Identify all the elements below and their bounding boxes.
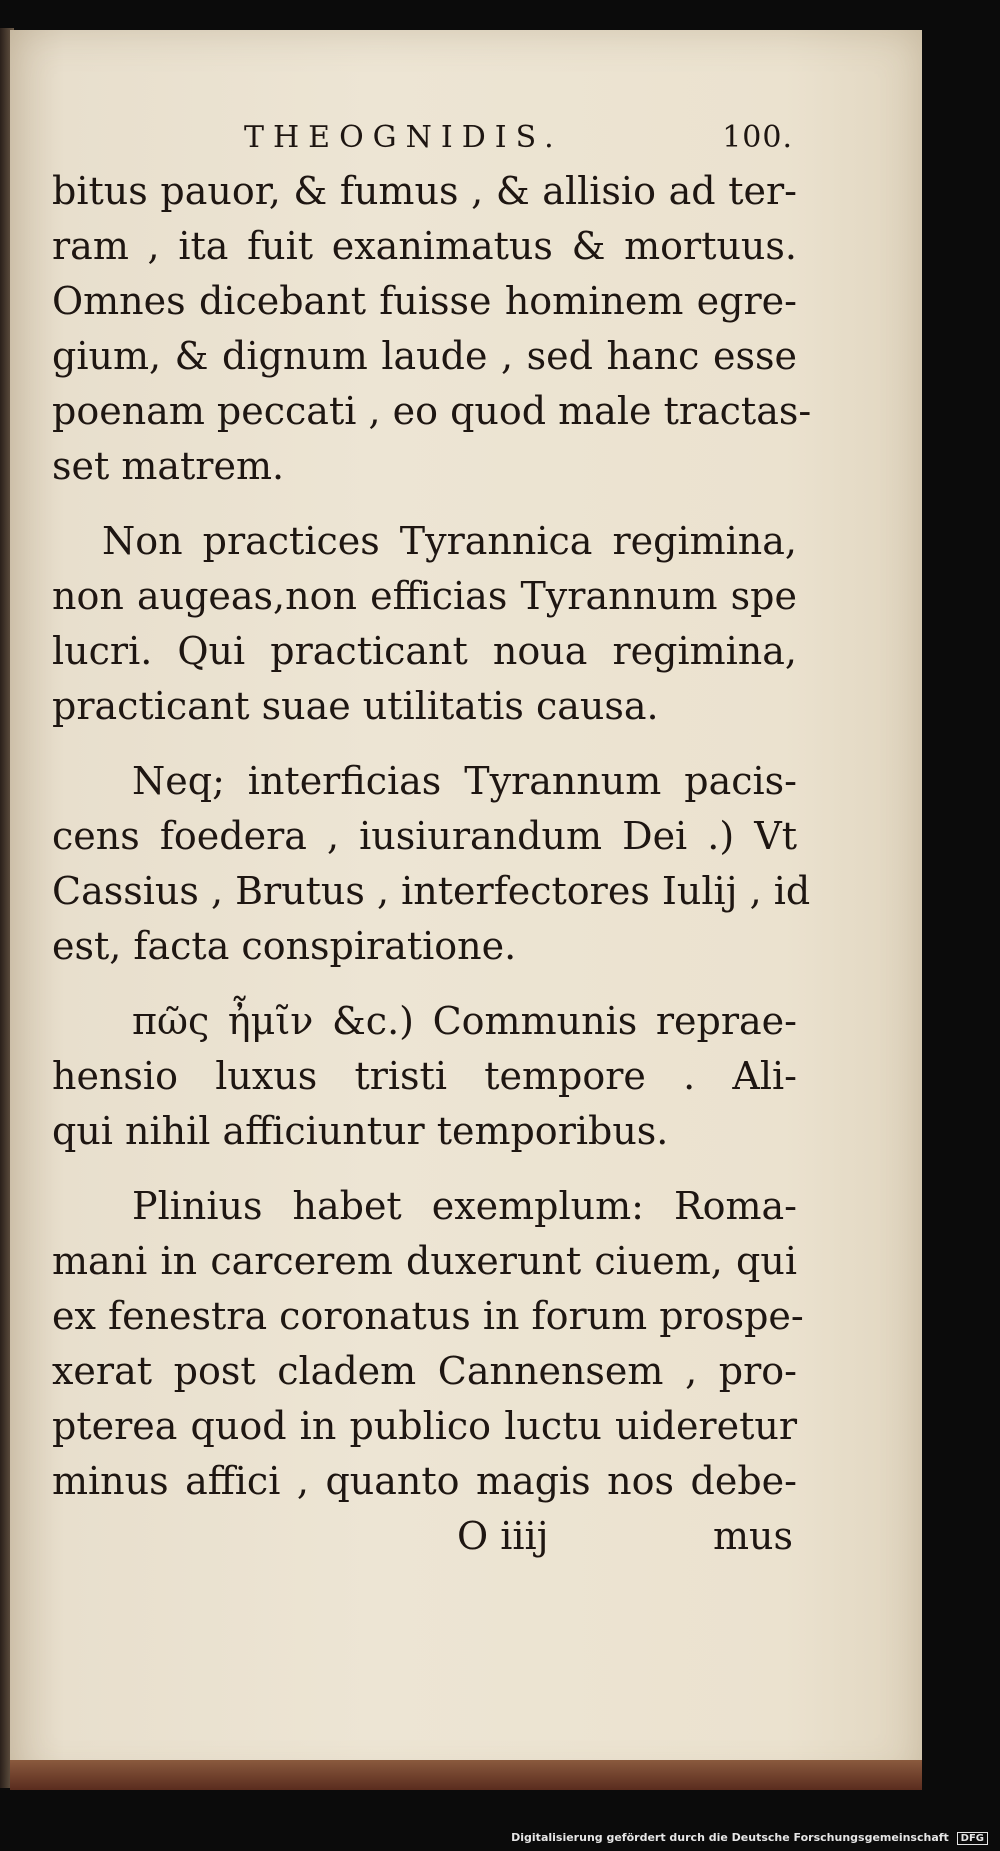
page-text [52,112,812,1564]
page-bottom-edge [10,1760,922,1790]
credit-text: Digitalisierung gefördert durch die Deutsche Forschungsgemeinschaft [511,1831,949,1844]
dfg-logo: DFG [957,1832,988,1845]
text-line: non augeas,non efficias Tyrannum spe [52,574,797,618]
page-number: 100. [722,120,793,155]
paragraph [52,994,797,1159]
text-line: Plinius habet exemplum: Roma- [132,1184,797,1228]
page-header [52,112,797,164]
text-line: ex fenestra coronatus in forum prospe- [52,1294,804,1338]
text-line: poenam peccati , eo quod male tractas- [52,389,812,433]
text-line: Omnes dicebant fuisse hominem egre- [52,279,797,323]
paragraph [52,754,811,974]
text-line: mani in carcerem duxerunt ciuem, qui [52,1239,797,1283]
signature-mark: O iiij [457,1514,549,1558]
text-line: xerat post cladem Cannensem , pro- [52,1349,797,1393]
running-title: THEOGNIDIS. [244,120,563,155]
text-line: ram , ita fuit exanimatus & mortuus. [52,224,797,268]
text-line: set matrem. [52,444,285,488]
text-line: Neq; interficias Tyrannum pacis- [132,759,797,803]
text-line: gium, & dignum laude , sed hanc esse [52,334,797,378]
paragraph [52,514,797,734]
text-line: pterea quod in publico luctu uideretur [52,1404,797,1448]
text-line: bitus pauor, & fumus , & allisio ad ter- [52,169,797,213]
text-line: lucri. Qui practicant noua regimina, [52,629,797,673]
text-line: πῶς ἦμῖν &c.) Communis reprae- [132,999,797,1043]
paragraph [52,164,812,494]
catchword: mus [712,1514,793,1558]
text-line: Cassius , Brutus , interfectores Iulij , id [52,869,811,913]
text-line: est, facta conspiratione. [52,924,517,968]
text-line: hensio luxus tristi tempore . Ali- [52,1054,797,1098]
digitization-credit [511,1831,988,1845]
text-line: minus affici , quanto magis nos debe- [52,1459,797,1503]
text-line: cens foedera , iusiurandum Dei .) Vt [52,814,797,858]
page-footer [52,1509,797,1564]
text-line: practicant suae utilitatis causa. [52,684,659,728]
paragraph [52,1179,804,1509]
text-line: qui nihil afficiuntur temporibus. [52,1109,669,1153]
text-line: Non practices Tyrannica regimina, [102,519,797,563]
